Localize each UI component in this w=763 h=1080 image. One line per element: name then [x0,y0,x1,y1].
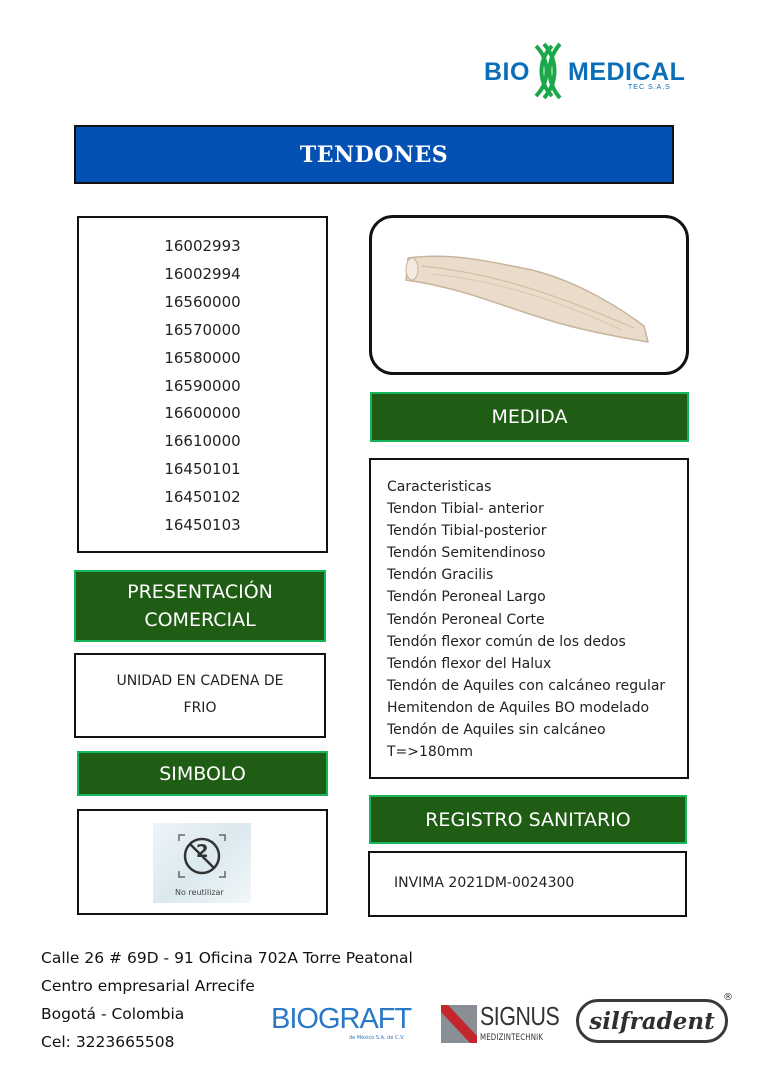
characteristic-item: Tendón de Aquiles sin calcáneo [387,722,606,739]
logo-helix-icon [530,42,572,100]
code-item: 16610000 [164,432,241,451]
presentacion-header-line2: COMERCIAL [144,609,256,631]
code-item: 16600000 [164,404,241,423]
address-line: Bogotá - Colombia [41,1005,185,1023]
presentacion-header-line1: PRESENTACIÓN [127,581,273,603]
medida-header: MEDIDA [370,392,689,442]
presentacion-value-box [74,653,326,738]
code-item: 16450103 [164,516,241,535]
simbolo-header: SIMBOLO [77,751,328,796]
logo-text-medical: MEDICAL [568,58,686,86]
characteristic-item: Tendón flexor común de los dedos [387,633,626,650]
no-reuse-caption: No reutilizar [175,888,224,897]
code-item: 16450101 [164,460,241,479]
silfradent-registered: ® [723,992,733,1003]
product-codes-list [79,233,326,540]
registro-value: INVIMA 2021DM-0024300 [394,875,575,891]
characteristic-item: Tendon Tibial- anterior [387,501,544,518]
characteristic-item: Tendón Semitendinoso [387,545,546,562]
characteristic-item: Hemitendon de Aquiles BO modelado [387,699,650,716]
biograft-logo-text: BIOGRAFT [271,1003,412,1035]
presentacion-value-line2: FRIO [183,700,217,716]
code-item: 16580000 [164,348,241,367]
simbolo-box [77,809,328,915]
characteristic-item: Tendón Gracilis [387,567,494,584]
presentacion-header [74,570,326,642]
code-item: 16560000 [164,292,241,311]
signus-logo-text: SIGNUS [480,1001,560,1031]
logo-text-bio: BIO [484,58,530,86]
biograft-logo [271,1003,411,1045]
code-item: 16002993 [164,237,241,255]
logo-subtext: TEC S.A.S [628,84,671,91]
tendon-image-frame [369,215,689,375]
no-reuse-symbol [153,823,251,903]
signus-logo-icon [440,1004,478,1044]
presentacion-value-line1: UNIDAD EN CADENA DE [116,673,284,689]
characteristic-item: Tendón de Aquiles con calcáneo regular [387,677,666,694]
tendon-image [372,218,686,372]
biograft-logo-sub: de México S.A. de C.V. [349,1035,405,1041]
code-item: 16570000 [164,320,241,339]
characteristic-item: Tendón flexor del Halux [387,655,552,672]
biomedical-logo [482,40,686,104]
product-codes-box [77,216,328,553]
characteristic-item: Caracteristicas [387,479,492,495]
characteristic-item: Tendón Tibial-posterior [387,523,547,540]
registro-value-box [368,851,687,917]
registro-header: REGISTRO SANITARIO [369,795,687,844]
signus-logo-sub: MEDIZINTECHNIK [480,1033,544,1043]
characteristic-item: T=>180mm [387,744,474,761]
characteristics-box [369,458,689,779]
silfradent-logo [576,992,733,1043]
address-line: Centro empresarial Arrecife [41,977,255,995]
code-item: 16450102 [164,488,241,507]
address-line: Calle 26 # 69D - 91 Oficina 702A Torre Peatonal [41,949,413,967]
characteristic-item: Tendón Peroneal Largo [387,589,546,606]
code-item: 16590000 [164,376,241,395]
no-reuse-digit: 2 [196,841,209,862]
signus-logo [440,1001,560,1047]
silfradent-logo-text: silfradent [589,1007,715,1035]
address-line: Cel: 3223665508 [41,1033,175,1051]
characteristic-item: Tendón Peroneal Corte [387,611,545,628]
page-title: TENDONES [74,125,674,184]
code-item: 16002994 [164,264,241,283]
